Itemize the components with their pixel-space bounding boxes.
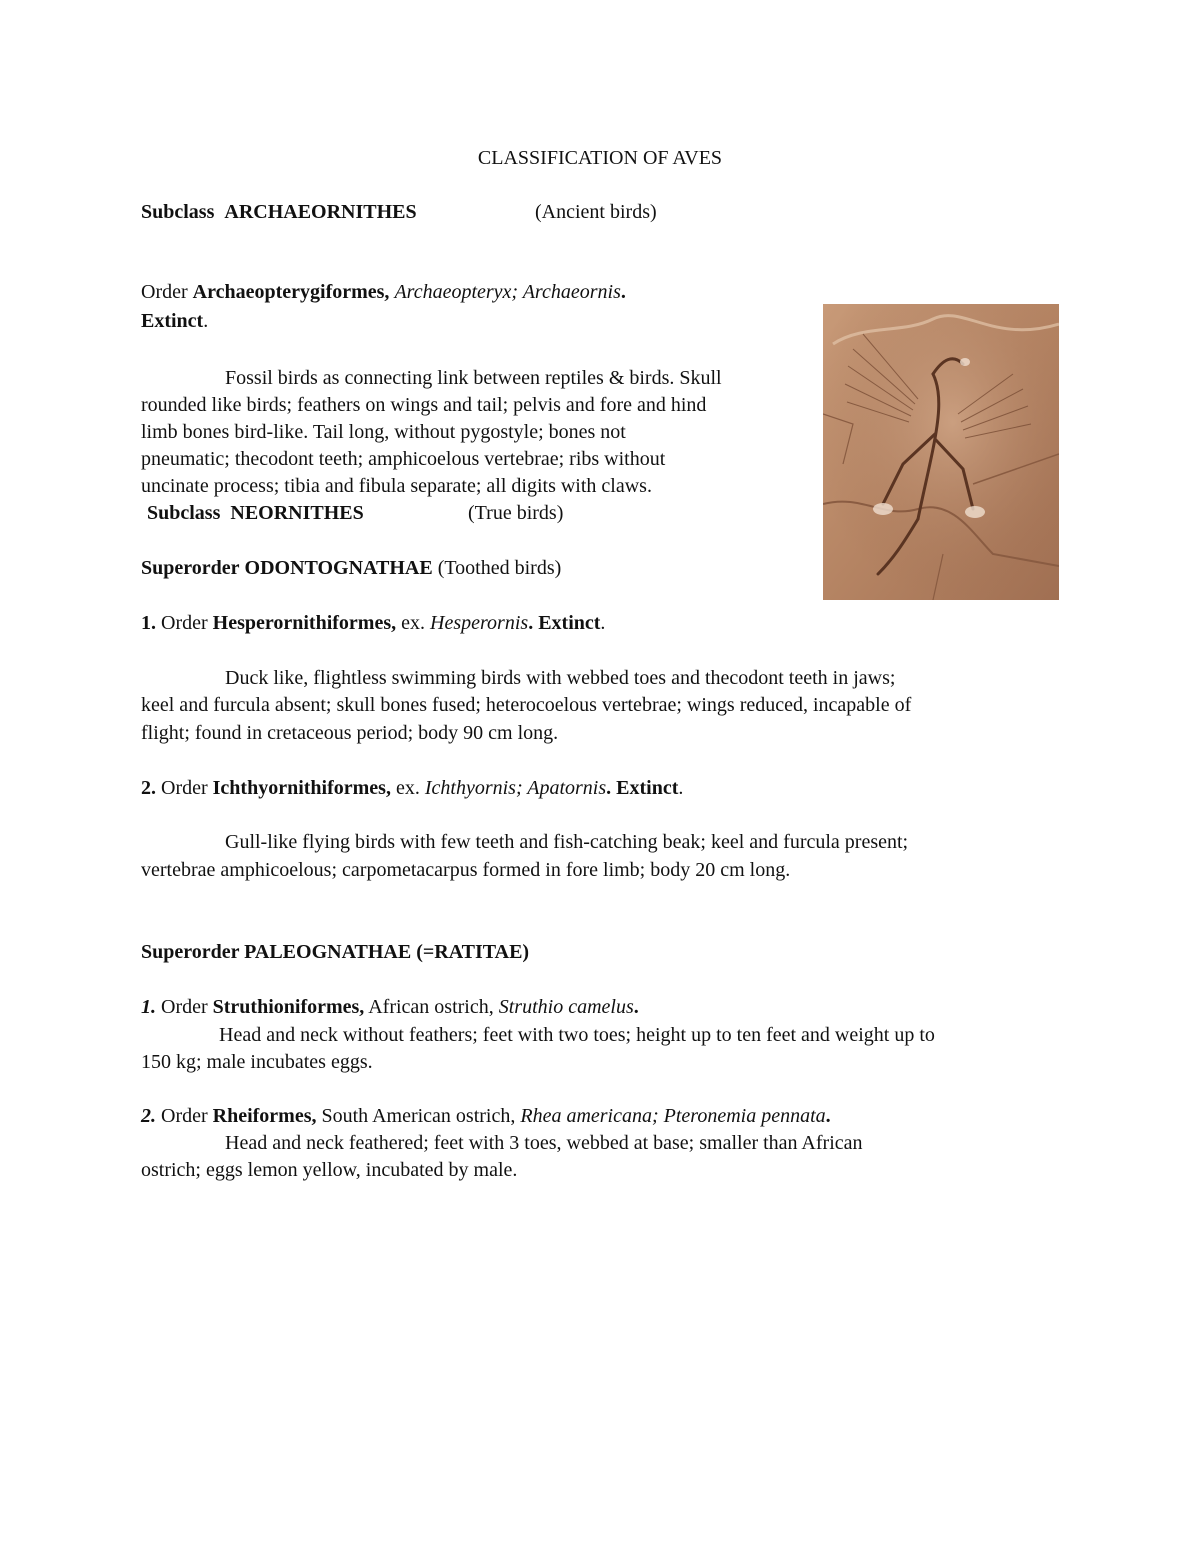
document-title: CLASSIFICATION OF AVES xyxy=(477,147,723,169)
superorder-paleognathae-heading xyxy=(141,940,529,964)
description-line: Gull-like flying birds with few teeth and fish-catching beak; keel and furcula present; xyxy=(225,831,909,853)
superorder-label: Superorder PALEOGNATHAE (=RATITAE) xyxy=(141,941,530,963)
subclass-label: Subclass xyxy=(141,201,215,223)
description-line: uncinate process; tibia and fibula separate; all digits with claws. xyxy=(141,475,652,497)
order-name: Hesperornithiformes, xyxy=(212,612,397,634)
description-line: flight; found in cretaceous period; body 90 cm long. xyxy=(141,722,559,744)
order-number: 2. xyxy=(141,777,156,799)
description-line: limb bones bird-like. Tail long, without pygostyle; bones not xyxy=(141,421,626,443)
order-archaeopterygiformes-status xyxy=(141,309,208,333)
subclass-neornithes-note: (True birds) xyxy=(468,502,564,524)
order-label: Order xyxy=(161,777,208,799)
subclass-neornithes-heading xyxy=(147,501,364,525)
common-name: South American ostrich, xyxy=(321,1105,516,1127)
order-number: 2. xyxy=(141,1105,156,1127)
order-examples: Archaeopteryx; Archaeornis xyxy=(394,281,621,303)
superorder-label: Superorder xyxy=(141,557,240,579)
description-line: 150 kg; male incubates eggs. xyxy=(141,1051,373,1073)
order-number: 1. xyxy=(141,612,156,634)
extinct-label: Extinct xyxy=(616,777,679,799)
order-name: Rheiformes, xyxy=(212,1105,317,1127)
description-line: Head and neck without feathers; feet with two toes; height up to ten feet and weight up to xyxy=(219,1024,935,1046)
description-line: Head and neck feathered; feet with 3 toes, webbed at base; smaller than African xyxy=(225,1132,863,1154)
order-name: Ichthyornithiformes, xyxy=(212,777,391,799)
description-line: rounded like birds; feathers on wings and tail; pelvis and fore and hind xyxy=(141,394,707,416)
superorder-note: (Toothed birds) xyxy=(437,557,562,579)
order-examples: Rhea americana; Pteronemia pennata xyxy=(520,1105,826,1127)
order-label: Order xyxy=(161,1105,208,1127)
order-name: Archaeopterygiformes, xyxy=(192,281,390,303)
order-examples: Struthio camelus xyxy=(498,996,634,1018)
order-label: Order xyxy=(161,996,208,1018)
description-line: keel and furcula absent; skull bones fused; heterocoelous vertebrae; wings reduced, incapable of xyxy=(141,694,912,716)
subclass-name: ARCHAEORNITHES xyxy=(224,201,417,223)
order-struthioniformes-heading: 1. Order Struthioniformes, African ostrich, Struthio camelus. xyxy=(141,996,639,1018)
order-label: Order xyxy=(161,612,208,634)
subclass-archaeornithes-heading xyxy=(141,200,417,224)
description-line: vertebrae amphicoelous; carpometacarpus formed in fore limb; body 20 cm long. xyxy=(141,859,791,881)
order-ichthyornithiformes-heading: 2. Order Ichthyornithiformes, ex. Ichthyornis; Apatornis. Extinct. xyxy=(141,777,684,799)
description-line: ostrich; eggs lemon yellow, incubated by male. xyxy=(141,1159,518,1181)
superorder-odontognathae-heading xyxy=(141,556,561,580)
common-name: African ostrich, xyxy=(368,996,494,1018)
order-name: Struthioniformes, xyxy=(212,996,365,1018)
description-line: pneumatic; thecodont teeth; amphicoelous vertebrae; ribs without xyxy=(141,448,666,470)
subclass-archaeornithes-note: (Ancient birds) xyxy=(535,201,657,223)
archaeopteryx-fossil-photo xyxy=(823,304,1059,600)
subclass-name: NEORNITHES xyxy=(230,502,364,524)
order-examples: Hesperornis xyxy=(430,612,529,634)
order-archaeopterygiformes-heading xyxy=(141,280,626,304)
order-period: . xyxy=(620,281,626,303)
order-examples: Ichthyornis; Apatornis xyxy=(424,777,607,799)
superorder-name: ODONTOGNATHAE xyxy=(244,557,433,579)
order-label: Order xyxy=(141,281,188,303)
order-number: 1. xyxy=(141,996,156,1018)
example-label: ex. xyxy=(401,612,426,634)
subclass-label: Subclass xyxy=(147,502,221,524)
order-rheiformes-heading: 2. Order Rheiformes, South American ostrich, Rhea americana; Pteronemia pennata. xyxy=(141,1105,831,1127)
example-label: ex. xyxy=(395,777,420,799)
description-line: Duck like, flightless swimming birds with webbed toes and thecodont teeth in jaws; xyxy=(225,667,896,689)
description-line: Fossil birds as connecting link between reptiles & birds. Skull xyxy=(225,367,722,389)
extinct-label: Extinct xyxy=(141,310,204,332)
order-hesperornithiformes-heading: 1. Order Hesperornithiformes, ex. Hesperornis. Extinct. xyxy=(141,612,606,634)
status-period: . xyxy=(203,310,209,332)
extinct-label: Extinct xyxy=(538,612,601,634)
